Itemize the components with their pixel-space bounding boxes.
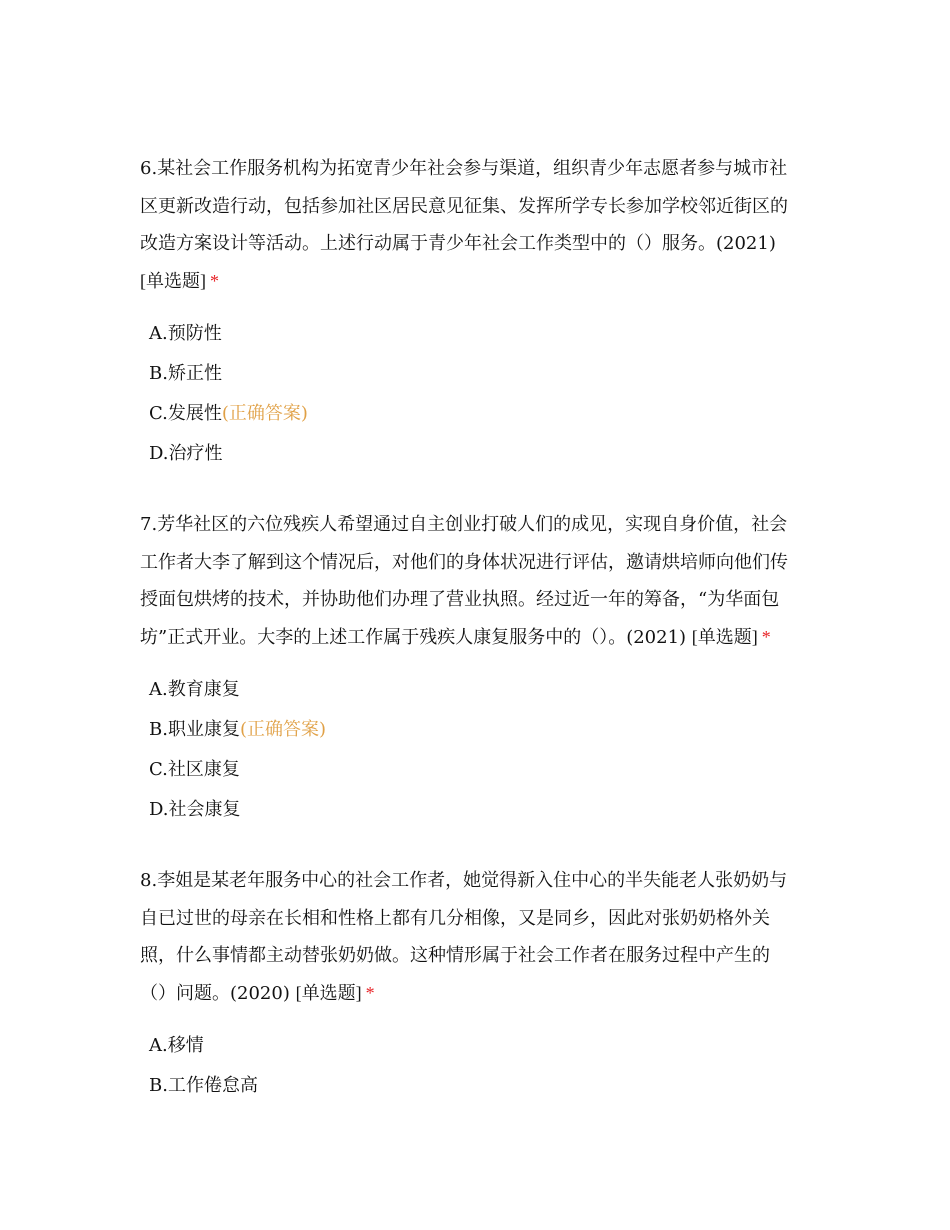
question-line: 芳华社区的六位残疾人希望通过自主创业打破人们的成见，实现自身价值，社会 [157, 514, 788, 535]
required-mark: * [761, 626, 771, 647]
question-line: 授面包烘烤的技术，并协助他们办理了营业执照。经过近一年的筹备，“为华面包 [140, 589, 780, 610]
option-label: A.预防性 [149, 323, 222, 344]
question-line: 李姐是某老年服务中心的社会工作者，她觉得新入住中心的半失能老人张奶奶与 [157, 870, 788, 891]
question-line: 区更新改造行动，包括参加社区居民意见征集、发挥所学专长参加学校邻近街区的 [140, 195, 788, 217]
option-a[interactable] [149, 670, 820, 710]
option-label: D.社会康复 [149, 799, 241, 820]
option-label: C.社区康复 [149, 759, 240, 780]
required-mark: * [365, 982, 375, 1003]
question-line: （）问题。(2020) [140, 982, 290, 1004]
question-number: 8. [140, 870, 158, 891]
question-text [140, 150, 820, 300]
option-d[interactable] [149, 434, 820, 474]
question-type-label: [单选题] [140, 270, 206, 291]
option-label: B.职业康复 [149, 719, 240, 740]
question-6 [140, 150, 820, 474]
correct-answer-mark: (正确答案) [221, 403, 308, 424]
required-mark: * [210, 270, 219, 291]
option-label: A.教育康复 [149, 679, 240, 700]
option-list [140, 670, 820, 830]
question-line: 自已过世的母亲在长相和性格上都有几分相像，又是同乡，因此对张奶奶格外关 [140, 907, 770, 929]
question-7 [140, 506, 820, 830]
option-d[interactable] [149, 790, 820, 830]
option-list [140, 1026, 820, 1106]
option-label: C.发展性 [149, 403, 222, 424]
option-list [140, 314, 820, 474]
option-b[interactable] [149, 1066, 820, 1106]
option-b[interactable] [149, 710, 820, 750]
question-type-label: [单选题] [691, 626, 758, 647]
question-line: 某社会工作服务机构为拓宽青少年社会参与渠道，组织青少年志愿者参与城市社 [157, 158, 788, 179]
correct-answer-mark: (正确答案) [239, 719, 326, 740]
option-label: D.治疗性 [149, 443, 223, 464]
question-8 [140, 862, 820, 1106]
option-c[interactable] [149, 750, 820, 790]
question-line: 改造方案设计等活动。上述行动属于青少年社会工作类型中的（）服务。(2021) [140, 233, 776, 254]
question-text [140, 862, 820, 1012]
question-type-label: [单选题] [295, 982, 362, 1003]
question-text [140, 506, 820, 656]
option-a[interactable] [149, 1026, 820, 1066]
option-label: B.矫正性 [149, 363, 222, 384]
question-number: 6. [140, 158, 158, 179]
question-line: 照，什么事情都主动替张奶奶做。这种情形属于社会工作者在服务过程中产生的 [140, 945, 770, 966]
option-b[interactable] [149, 354, 820, 394]
question-line: 工作者大李了解到这个情况后，对他们的身体状况进行评估，邀请烘培师向他们传 [140, 551, 788, 573]
option-label: B.工作倦怠高 [149, 1075, 258, 1096]
option-label: A.移情 [149, 1035, 204, 1056]
question-line: 坊”正式开业。大李的上述工作属于残疾人康复服务中的（）。(2021) [140, 626, 687, 648]
option-c[interactable] [149, 394, 820, 434]
option-a[interactable] [149, 314, 820, 354]
question-number: 7. [140, 514, 158, 535]
